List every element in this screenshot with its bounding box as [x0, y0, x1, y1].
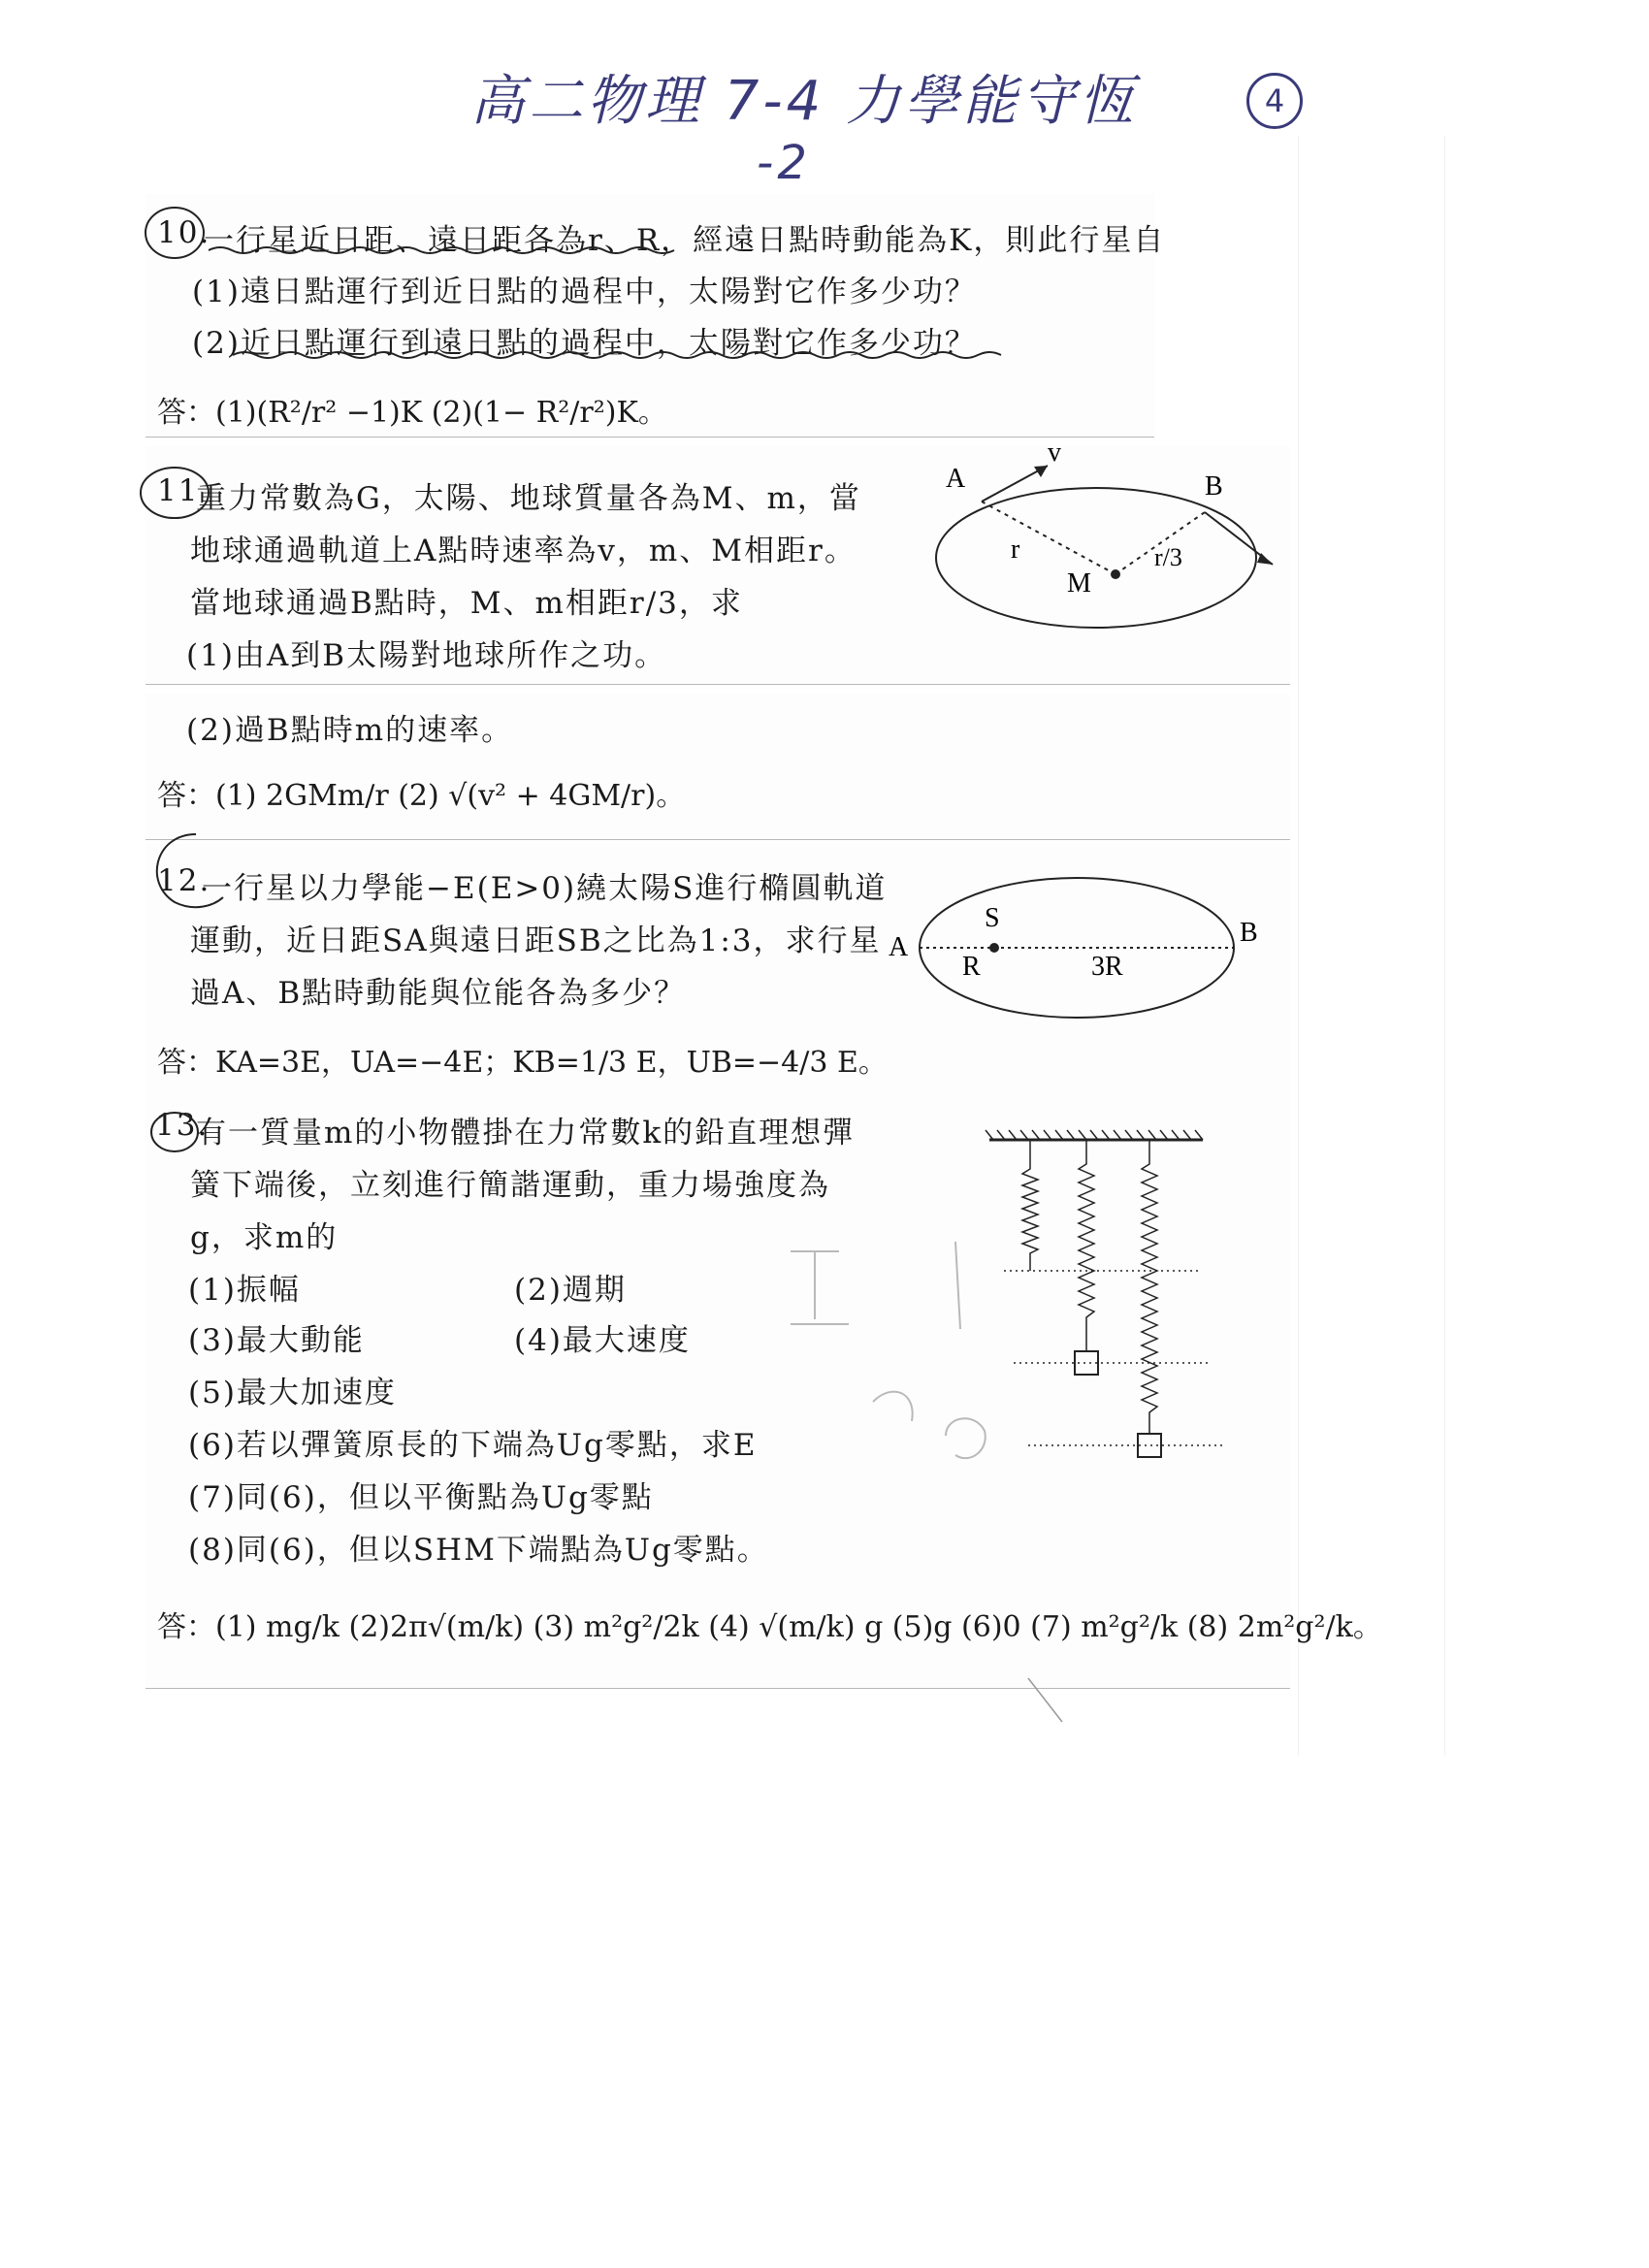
q13-line1: 有一質量m的小物體掛在力常數k的鉛直理想彈: [196, 1116, 856, 1150]
q11-part2: (2)過B點時m的速率。: [186, 713, 514, 748]
q12-sun-dot: [989, 943, 999, 953]
q10-part1: (1)遠日點運行到近日點的過程中，太陽對它作多少功？: [192, 275, 977, 309]
q11-label-M: M: [1067, 568, 1091, 599]
page-number: 4: [1264, 82, 1285, 119]
q13-part1: (1)振幅: [188, 1273, 301, 1308]
q11-circle-mark: [141, 468, 209, 518]
q13-part7: (7)同(6)，但以平衡點為Ug零點: [188, 1480, 654, 1515]
q13-answer: 答：(1) mg/k (2)2π√(m/k) (3) m²g²/2k (4) √(m/k) g (5)g (6)0 (7) m²g²/k (8) 2m²g²/k。: [157, 1610, 1382, 1644]
q12-handwritten-marks: [136, 825, 252, 912]
q12-label-S: S: [985, 903, 1000, 933]
q11-orbit-ellipse: [936, 488, 1256, 628]
q13-number: 13.: [155, 1108, 210, 1143]
q13-spring-equilibrium: [1079, 1140, 1094, 1351]
question-11-continued: [146, 694, 1290, 840]
q12-line3: 過A、B點時動能與位能各為多少？: [190, 976, 687, 1011]
q13-part6: (6)若以彈簧原長的下端為Ug零點，求E: [188, 1428, 758, 1463]
q10-answer: 答：(1)(R²/r² −1)K (2)(1− R²/r²)K。: [157, 396, 667, 430]
q13-line3: g，求m的: [190, 1220, 339, 1255]
q11-label-A: A: [946, 464, 966, 494]
q11-label-r3: r/3: [1154, 543, 1182, 571]
q11-line3: 當地球通過B點時，M、m相距r/3，求: [190, 586, 743, 621]
q13-part5: (5)最大加速度: [188, 1376, 397, 1410]
q11-orbit-diagram: [892, 437, 1319, 631]
q13-part3: (3)最大動能: [188, 1323, 365, 1358]
q11-r-line: [982, 502, 1116, 574]
q11-line1: 重力常數為G，太陽、地球質量各為M、m，當: [196, 481, 861, 516]
faint-background-table: [1298, 136, 1445, 1756]
q12-label-3R: 3R: [1091, 952, 1123, 982]
q13-part2: (2)週期: [514, 1273, 627, 1308]
q12-label-A: A: [889, 932, 909, 962]
q10-stem: 一行星近日距、遠日距各為r、R，經遠日點時動能為K，則此行星自: [204, 223, 1166, 258]
q11-number: 11: [157, 473, 200, 508]
q11-answer: 答：(1) 2GMm/r (2) √(v² + 4GM/r)。: [157, 779, 686, 813]
q13-part8: (8)同(6)，但以SHM下端點為Ug零點。: [188, 1533, 769, 1568]
q11-handwritten-marks: [126, 456, 340, 534]
q12-label-R: R: [962, 952, 981, 982]
q12-circle-mark: [157, 834, 223, 907]
q12-label-B: B: [1240, 918, 1258, 948]
question-10: [146, 194, 1166, 437]
q12-answer: 答：KA=3E，UA=−4E；KB=1/3 E，UB=−4/3 E。: [157, 1046, 888, 1080]
q10-part2: (2)近日點運行到遠日點的過程中，太陽對它作多少功？: [192, 326, 977, 361]
q11-sun-dot: [1111, 569, 1120, 579]
handwritten-subtitle: -2: [757, 136, 811, 190]
page-number-circle: [1246, 73, 1303, 129]
handwritten-title: 高二物理 7-4 力學能守恆: [470, 70, 1138, 133]
q13-line2: 簧下端後，立刻進行簡諧運動，重力場強度為: [190, 1168, 830, 1203]
q13-part4: (4)最大速度: [514, 1323, 691, 1358]
q10-number: 10.: [157, 215, 211, 250]
q12-line1: 一行星以力學能−E(E>0)繞太陽S進行橢圓軌道: [202, 871, 888, 906]
q13-spring-diagram: [980, 1125, 1232, 1474]
q11-line2: 地球通過軌道上A點時速率為v，m、M相距r。: [190, 534, 857, 568]
q11-part1: (1)由A到B太陽對地球所作之功。: [186, 638, 667, 673]
q13-spring-natural: [1022, 1140, 1038, 1271]
q11-label-r: r: [1011, 535, 1020, 565]
q12-line2: 運動，近日距SA與遠日距SB之比為1:3，求行星: [190, 923, 882, 958]
q11-label-B: B: [1205, 471, 1223, 502]
q12-orbit-diagram: [883, 854, 1310, 1028]
q12-number: 12.: [157, 863, 211, 898]
q13-spring-lowest: [1142, 1140, 1157, 1434]
q11-label-v: v: [1048, 437, 1061, 468]
